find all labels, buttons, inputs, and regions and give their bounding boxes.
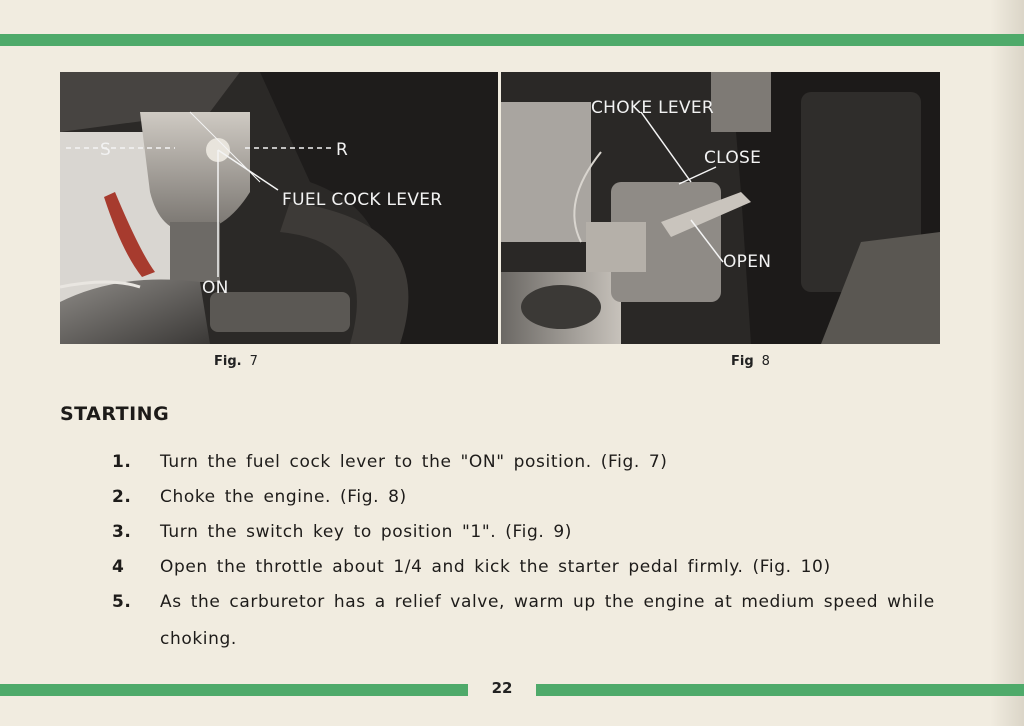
list-item [112,452,952,487]
step-text: Choke the engine. (Fig. 8) [160,487,407,507]
list-item [112,592,952,664]
callout-close: CLOSE [704,148,762,168]
figure-8-caption-number: 8 [761,354,770,369]
figure-7-caption [214,354,258,369]
callout-open: OPEN [723,252,772,272]
figure-7-caption-number: 7 [249,354,258,369]
figure-8-caption [731,354,770,369]
page-number: 22 [491,679,513,697]
callout-r: R [336,140,349,160]
bottom-green-band-right [536,684,1024,696]
step-number: 1. [112,452,132,472]
list-item [112,487,952,522]
callout-choke-lever: CHOKE LEVER [591,98,715,118]
step-number: 4 [112,557,125,577]
step-text: Turn the switch key to position "1". (Fig. 9) [160,522,573,542]
section-title: STARTING [60,403,170,425]
step-number: 5. [112,592,132,612]
carburetor-choke-photo [501,72,940,344]
figure-8-caption-label: Fig [731,354,754,369]
step-text: Open the throttle about 1/4 and kick the starter pedal firmly. (Fig. 10) [160,557,831,577]
figure-8-photo [501,72,940,344]
top-green-band [0,34,1024,46]
bottom-green-band-left [0,684,468,696]
page-edge-shadow [990,0,1024,726]
list-item [112,522,952,557]
step-text: Turn the fuel cock lever to the "ON" position. (Fig. 7) [160,452,668,472]
starting-steps-list [112,452,952,664]
figure-7-caption-label: Fig. [214,354,242,369]
step-text: As the carburetor has a relief valve, warm up the engine at medium speed while choking. [160,592,935,649]
callout-fuel-cock-lever: FUEL COCK LEVER [282,190,443,210]
step-number: 2. [112,487,132,507]
step-number: 3. [112,522,132,542]
figure-7-photo [60,72,498,344]
callout-on: ON [202,278,229,298]
callout-s: S [100,140,112,160]
